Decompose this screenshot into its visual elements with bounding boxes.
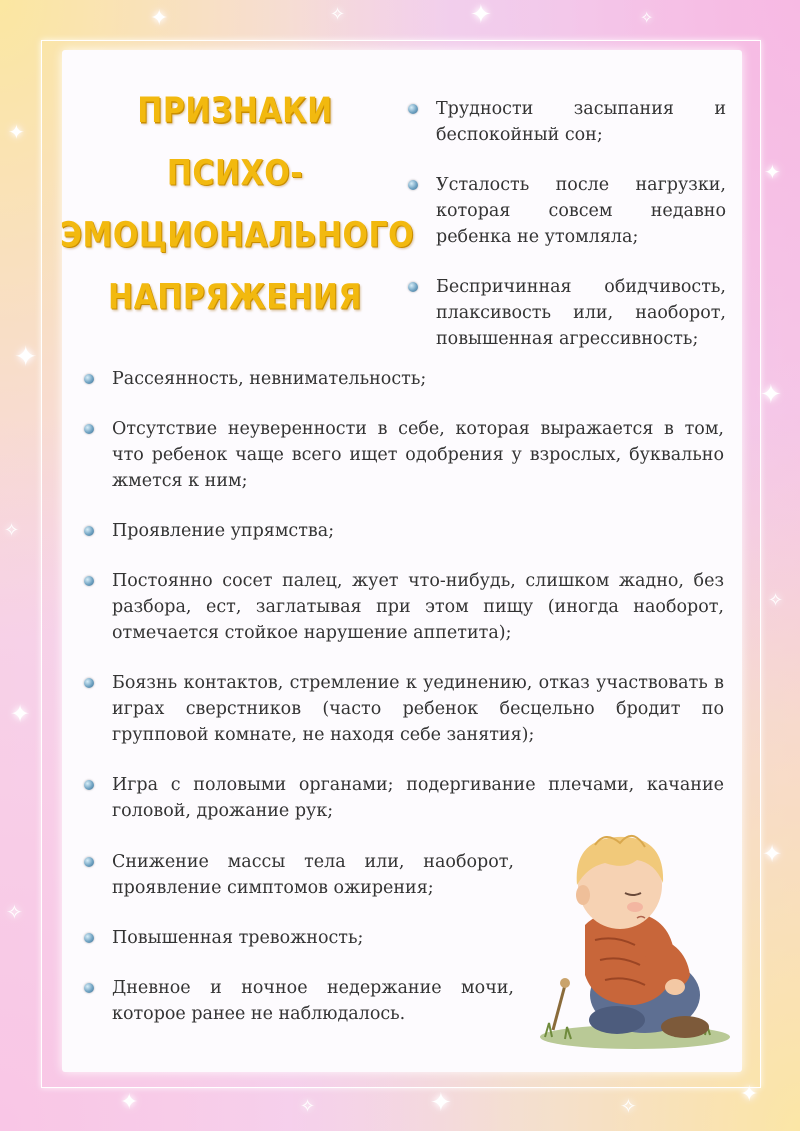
bullet-icon <box>84 374 94 384</box>
list-item-text: Беспричинная обидчивость, плаксивость или, наоборот, повышенная агрессивность; <box>436 277 726 349</box>
list-item-text: Постоянно сосет палец, жует что-нибудь, слишком жадно, без разбора, ест, заглатывая при этом пищу (иногда наоборот, отмечается стойкое нарушение аппетита); <box>112 571 724 643</box>
list-item-text: Дневное и ночное недержание мочи, которое ранее не наблюдалось. <box>112 978 514 1024</box>
bullet-icon <box>84 983 94 993</box>
list-item-text: Отсутствие неуверенности в себе, которая выражается в том, что ребенок чаще всего ищет одобрения у взрослых, буквально жмется к ним; <box>112 419 724 491</box>
list-item <box>84 849 514 901</box>
list-item <box>408 172 726 250</box>
title-line: ЭМОЦИОНАЛЬНОГО <box>60 215 415 256</box>
list-item-text: Боязнь контактов, стремление к уединению, отказ участвовать в играх сверстников (часто ребенок бесцельно бродит по групповой комнате, не находя себе занятия); <box>112 673 724 745</box>
list-item <box>84 670 724 748</box>
list-item-text: Проявление упрямства; <box>112 521 335 541</box>
symptom-list-main <box>84 366 724 848</box>
symptom-list-right <box>408 96 726 376</box>
list-item-text: Повышенная тревожность; <box>112 928 364 948</box>
title-line: НАПРЯЖЕНИЯ <box>107 277 363 318</box>
bullet-icon <box>84 576 94 586</box>
sad-child-illustration <box>525 815 730 1050</box>
bullet-icon <box>84 857 94 867</box>
list-item <box>84 568 724 646</box>
list-item <box>84 975 514 1027</box>
list-item <box>84 518 724 544</box>
bullet-icon <box>84 526 94 536</box>
list-item-text: Снижение массы тела или, наоборот, проявление симптомов ожирения; <box>112 852 514 898</box>
list-item-text: Рассеянность, невнимательность; <box>112 369 427 389</box>
title-line: ПРИЗНАКИ <box>137 91 333 132</box>
bullet-icon <box>408 282 418 292</box>
symptom-list-bottom <box>84 849 514 1051</box>
bullet-icon <box>84 933 94 943</box>
list-item-text: Игра с половыми органами; подергивание плечами, качание головой, дрожание рук; <box>112 775 724 821</box>
bullet-icon <box>84 678 94 688</box>
list-item <box>408 274 726 352</box>
bullet-icon <box>408 104 418 114</box>
list-item-text: Усталость после нагрузки, которая совсем недавно ребенка не утомляла; <box>436 175 726 247</box>
list-item <box>84 366 724 392</box>
list-item-text: Трудности засыпания и беспокойный сон; <box>436 99 726 145</box>
bullet-icon <box>408 180 418 190</box>
page-title <box>60 81 415 329</box>
title-line: ПСИХО- <box>166 153 304 194</box>
bullet-icon <box>84 424 94 434</box>
list-item <box>408 96 726 148</box>
bullet-icon <box>84 780 94 790</box>
list-item <box>84 925 514 951</box>
list-item <box>84 416 724 494</box>
